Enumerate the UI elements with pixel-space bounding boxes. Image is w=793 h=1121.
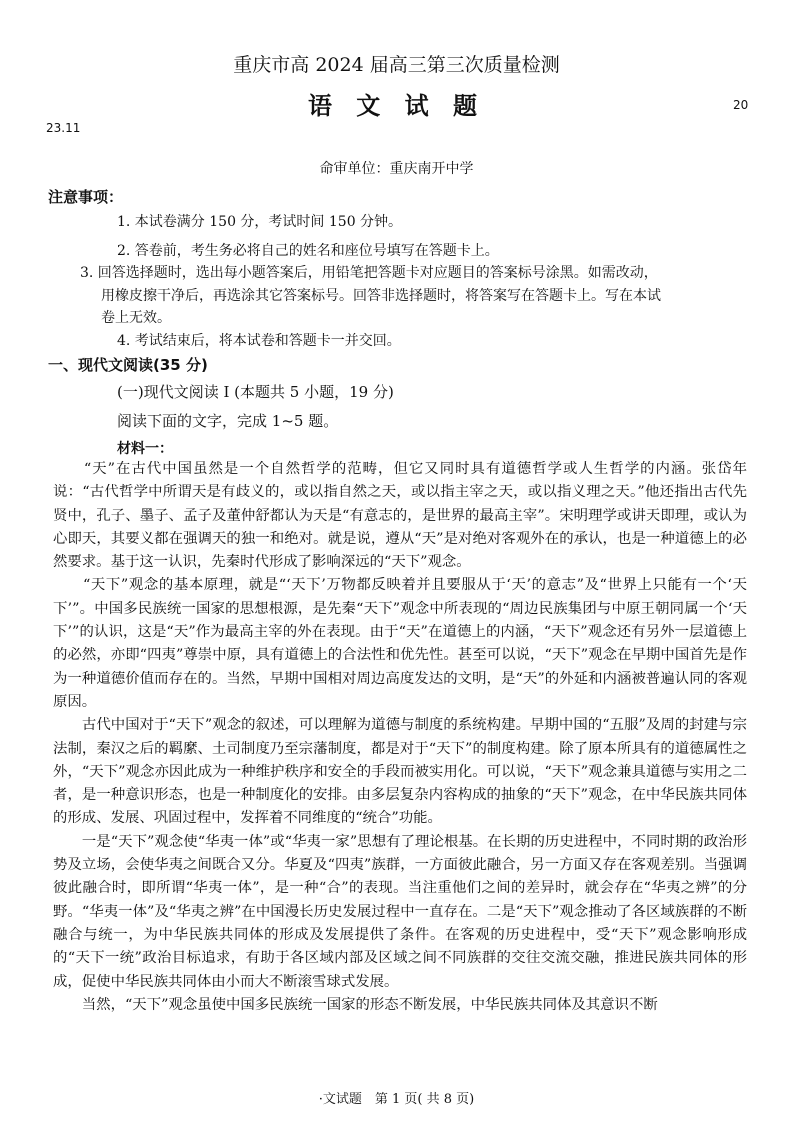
section-subheading: (一)现代文阅读 I (本题共 5 小题，19 分) — [117, 383, 394, 401]
page-footer: ·文试题 第 1 页( 共 8 页) — [318, 1092, 475, 1107]
corner-number-left: 23.11 — [46, 121, 81, 135]
subject-title: 语 文 试 题 — [307, 91, 486, 120]
corner-number-right: 20 — [733, 98, 749, 112]
paragraph: “天下”观念的基本原理，就是“‘天下’万物都反映着并且要服从于‘天’的意志”及“世界上只能有一个‘天下’”。中国多民族统一国家的思想根源，是先秦“天下”观念中所表现的“周边民族集团与中原王朝同属一个‘天下’”的认识，这是“天”作为最高主宰的外在表现。由于“天”在道德上的内涵，“天下”观念还有另外一层道德上的必然，亦即“四夷”尊崇中原，具有道德上的合法性和优先性。甚至可以说，“天下”观念在早期中国首先是作为一种道德价值而存在的。当然，早期中国相对周边高度发达的文明，是“天”的外延和内涵被普遍认同的客观原因。 — [53, 577, 747, 710]
paragraph: 古代中国对于“天下”观念的叙述，可以理解为道德与制度的系统构建。早期中国的“五服”及周的封建与宗法制，秦汉之后的羁縻、土司制度乃至宗藩制度，都是对于“天下”的制度构建。除了原本所具有的道德属性之外，“天下”观念亦因此成为一种维护秩序和安全的手段而被实用化。可以说，“天下”观念兼具道德与实用之二者，是一种意识形态，也是一种制度化的安排。由多层复杂内容构成的抽象的“天下”观念，在中华民族共同体的形成、发展、巩固过程中，发挥着不同维度的“统合”功能。 — [53, 717, 747, 827]
reading-instruction: 阅读下面的文字，完成 1~5 题。 — [117, 412, 339, 430]
notice-item: 用橡皮擦干净后，再选涂其它答案标号。回答非选择题时，将答案写在答题卡上。写在本试 — [101, 288, 661, 304]
passage — [53, 458, 747, 1017]
paragraph: 当然，“天下”观念虽使中国多民族统一国家的形态不断发展，中华民族共同体及其意识不断 — [53, 996, 658, 1013]
issuing-unit: 命审单位：重庆南开中学 — [319, 161, 474, 177]
notice-heading: 注意事项： — [48, 188, 124, 206]
notice-item: 4. 考试结束后，将本试卷和答题卡一并交回。 — [117, 333, 401, 349]
section-heading: 一、现代文阅读(35 分) — [48, 356, 208, 374]
paragraph: “天”在古代中国虽然是一个自然哲学的范畴，但它又同时具有道德哲学或人生哲学的内涵。张岱年说：“古代哲学中所谓天是有歧义的，或以指自然之天，或以指主宰之天，或以指义理之天。”他还指出古代先贤中，孔子、墨子、孟子及董仲舒都认为天是“有意志的，是世界的最高主宰”。宋明理学或讲天即理，或认为心即天，其要义都在强调天的独一和绝对。就是说，遵从“天”是对绝对客观外在的承认，也是一种道德上的必然要求。基于这一认识，先秦时代形成了影响深远的“天下”观念。 — [53, 461, 747, 571]
paragraph: 一是“天下”观念使“华夷一体”或“华夷一家”思想有了理论根基。在长期的历史进程中，不同时期的政治形势及立场，会使华夷之间既合又分。华夏及“四夷”族群，一方面彼此融合，另一方面又存在客观差别。当强调彼此融合时，即所谓“华夷一体”，是一种“合”的表现。当注重他们之间的差异时，就会存在“华夷之辨”的分野。“华夷一体”及“华夷之辨”在中国漫长历史发展过程中一直存在。二是“天下”观念推动了各区域族群的不断融合与统一，为中华民族共同体的形成及发展提供了条件。在客观的历史进程中，受“天下”观念影响形成的“天下一统”政治目标追求，有助于各区域内部及区域之间不同族群的交往交流交融，推进民族共同体的形成，促使中华民族共同体由小而大不断滚雪球式发展。 — [53, 833, 747, 990]
notice-item: 1. 本试卷满分 150 分，考试时间 150 分钟。 — [117, 214, 403, 230]
notice-item: 卷上无效。 — [101, 310, 171, 326]
exam-title: 重庆市高 2024 届高三第三次质量检测 — [233, 54, 560, 76]
material-label: 材料一： — [117, 441, 173, 457]
notice-item: 2. 答卷前，考生务必将自己的姓名和座位号填写在答题卡上。 — [117, 243, 499, 259]
notice-item: 3. 回答选择题时，选出每小题答案后，用铅笔把答题卡对应题目的答案标号涂黑。如需改动， — [80, 265, 658, 281]
